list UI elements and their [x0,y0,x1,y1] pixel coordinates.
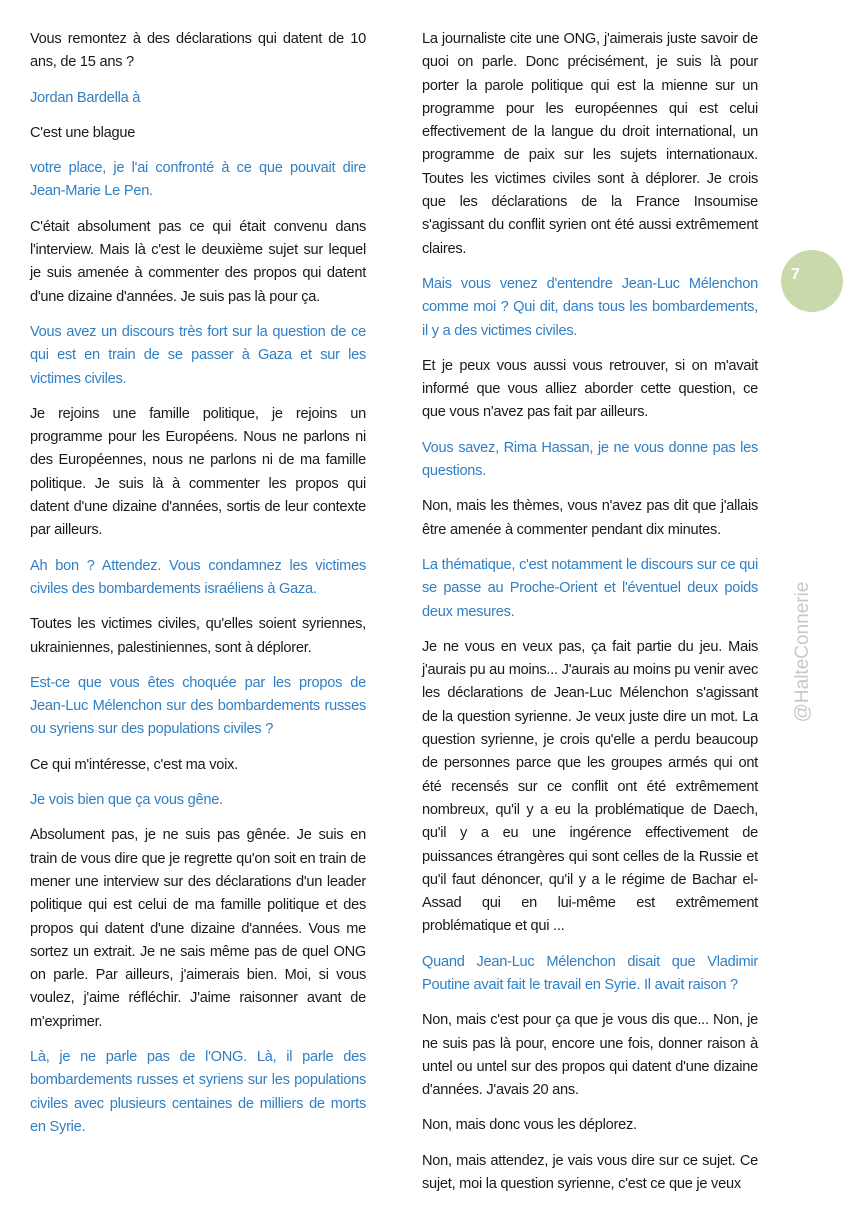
interviewer-question: votre place, je l'ai confronté à ce que pouvait dire Jean-Marie Le Pen. [30,160,366,200]
interviewee-answer: La journaliste cite une ONG, j'aimerais juste savoir de quoi on parle. Donc précisément, je suis là pour porter la parole politique qui est la mienne sur un programme pour les européennes qui est celui effectivement de la langue du droit international, un programme de paix sur les sujets internationaux. Toutes les victimes civiles sont à déplorer. Je crois que les déclarations de la France Insoumise s'agissant du conflit syrien ont été aussi extrêmement claires. [422,31,758,257]
interviewee-answer: Non, mais c'est pour ça que je vous dis que... Non, je ne suis pas là pour, encore une fois, donner raison à untel ou untel sur des propos qui datent d'une dizaine d'années. J'avais 20 ans. [422,1012,758,1099]
interviewer-question: Est-ce que vous êtes choquée par les propos de Jean-Luc Mélenchon sur des bombardements russes ou syriens sur des populations civiles ? [30,674,366,738]
interviewee-answer: Et je peux vous aussi vous retrouver, si on m'avait informé que vous alliez aborder cette question, ce que vous n'avez pas fait par ailleurs. [422,357,758,421]
interviewee-answer: Absolument pas, je ne suis pas gênée. Je suis en train de vous dire que je regrette qu'on soit en train de mener une interview sur des déclarations d'un leader politique qui est celui de ma famille politique et des propos qui datent d'une dizaine d'années. Vous me sortez un extrait. Je ne sais même pas de quel ONG on parle. Par ailleurs, j'aimerais bien. Moi, si vous voulez, j'aime réfléchir. J'aime raisonner avant de m'exprimer. [30,827,366,1030]
interviewee-answer: Je ne vous en veux pas, ça fait partie du jeu. Mais j'aurais pu au moins... J'aurais au moins pu venir avec les déclarations de Jean-Luc Mélenchon s'agissant de la question syrienne. Je veux juste dire un mot. La question syrienne, je crois qu'elle a perdu beaucoup de personnes parce que les groupes armés qui ont été recensés sur ce conflit ont été extrêmement nombreux, qu'il y a eu la problématique de Daech, qu'il y a eu une ingérence effectivement de puissances étrangères qui sont celles de la Russie et qu'il faut dénoncer, qu'il y a le régime de Bachar el-Assad qui en lui-même est extrêmement problématique et qui ... [422,638,758,935]
interviewee-answer: Non, mais attendez, je vais vous dire sur ce sujet. Ce sujet, moi la question syrienne, c'est ce que je veux [422,1152,758,1193]
interviewer-question: Ah bon ? Attendez. Vous condamnez les victimes civiles des bombardements israéliens à Gaza. [30,557,366,597]
interviewee-answer: C'était absolument pas ce qui était convenu dans l'interview. Mais là c'est le deuxième sujet sur lequel je suis amenée à commenter des propos qui datent d'une dizaine d'années. Je suis pas là pour ça. [30,218,366,305]
interviewer-question: Quand Jean-Luc Mélenchon disait que Vladimir Poutine avait fait le travail en Syrie. Il avait raison ? [422,953,758,993]
interviewee-answer: Non, mais les thèmes, vous n'avez pas dit que j'allais être amenée à commenter pendant dix minutes. [422,498,758,538]
interviewee-answer: Toutes les victimes civiles, qu'elles soient syriennes, ukrainiennes, palestiniennes, sont à déplorer. [30,616,366,656]
interviewee-answer: Vous remontez à des déclarations qui datent de 10 ans, de 15 ans ? [30,31,366,71]
interviewer-question: Vous savez, Rima Hassan, je ne vous donne pas les questions. [422,439,758,480]
interviewer-question: Mais vous venez d'entendre Jean-Luc Mélenchon comme moi ? Qui dit, dans tous les bombardements, il y a des victimes civiles. [422,275,758,339]
interviewee-answer: Non, mais donc vous les déplorez. [422,1117,637,1134]
interviewee-answer: Je rejoins une famille politique, je rejoins un programme pour les Européens. Nous ne parlons ni des Européennes, nous ne parlons ni de ma famille politique. Je suis là à commenter les propos qui datent d'une dizaine d'années, sortis de leur contexte par ailleurs. [30,405,366,539]
interviewer-question: Vous avez un discours très fort sur la question de ce qui est en train de se passer à Gaza et sur les victimes civiles. [30,323,366,387]
interviewee-answer: Ce qui m'intéresse, c'est ma voix. [30,756,238,773]
interviewee-answer: C'est une blague [30,124,136,141]
right-column [422,28,758,1208]
interviewer-question: Jordan Bardella à [30,89,141,106]
left-column [30,28,366,1151]
interviewer-question: Je vois bien que ça vous gêne. [30,792,223,809]
interviewer-question: Là, je ne parle pas de l'ONG. Là, il parle des bombardements russes et syriens sur les populations civiles avec plusieurs centaines de milliers de morts en Syrie. [30,1048,366,1135]
interviewer-question: La thématique, c'est notamment le discours sur ce qui se passe au Proche-Orient et l'éventuel deux poids deux mesures. [422,556,758,620]
watermark: @HalteConnerie [792,581,813,723]
page-number: 7 [791,266,800,283]
